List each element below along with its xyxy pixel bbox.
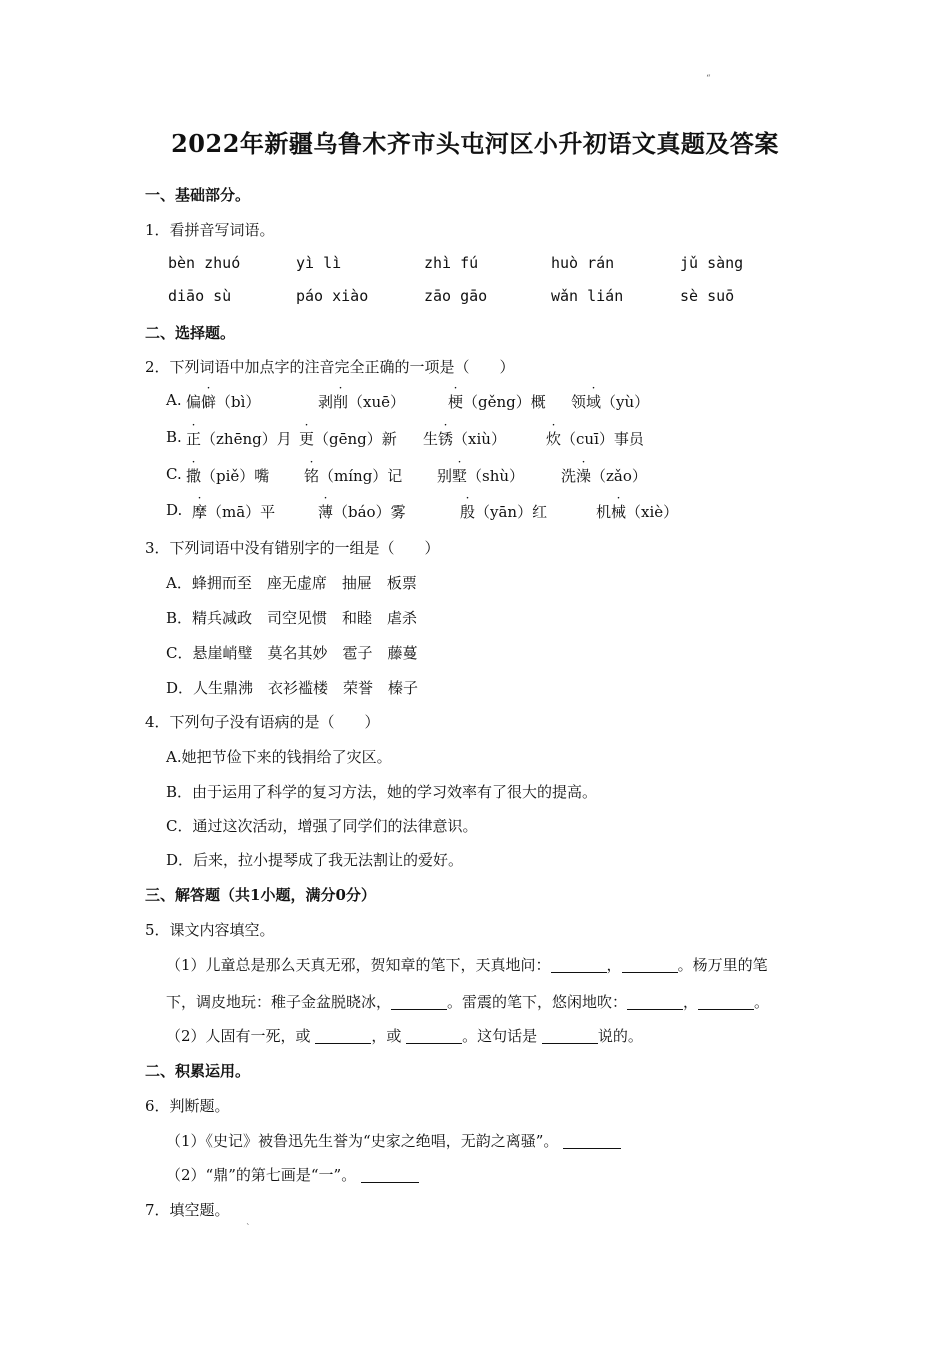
q3-option-c: C．悬崖峭璧 莫名其妙 雹子 藤蔓 [166, 644, 418, 662]
pinyin-item: jǔ sàng [680, 254, 744, 272]
answer-blank[interactable] [551, 957, 607, 973]
q2-option-d-item: 殷（yān）红 [460, 503, 548, 521]
answer-blank[interactable] [627, 994, 683, 1010]
q2-option-c-item: 别墅（shù） [437, 467, 525, 485]
q6-statement-1: （1）《史记》被鲁迅先生誉为“史家之绝唱，无韵之离骚”。 [166, 1130, 621, 1151]
question-6-stem: 6．判断题。 [145, 1097, 230, 1115]
answer-blank[interactable] [361, 1167, 419, 1183]
answer-blank[interactable] [315, 1028, 371, 1044]
answer-blank[interactable] [406, 1028, 462, 1044]
pinyin-item: diāo sù [168, 287, 232, 305]
q6-statement-2: （2）“鼎”的第七画是“一”。 [166, 1164, 419, 1185]
question-3-stem: 3．下列词语中没有错别字的一组是（ ） [145, 539, 440, 557]
q2-option-c-item: 铭（míng）记 [304, 467, 403, 485]
question-2-stem: 2．下列词语中加点字的注音完全正确的一项是（ ） [145, 358, 515, 376]
q2-option-d-item: 摩（mā）平 [192, 503, 276, 521]
q2-option-a-item: 偏僻（bì） [186, 393, 261, 411]
q2-option-a-item: 梗（gěng）概 [448, 393, 546, 411]
q2-option-a-item: 剥削（xuē） [318, 393, 406, 411]
q2-option-d-item: 薄（báo）雾 [318, 503, 406, 521]
bottom-mark: ` [246, 1224, 251, 1234]
q2-option-c-item: 洗澡（zǎo） [561, 467, 647, 485]
pinyin-item: páo xiào [296, 287, 369, 305]
q2-option-d-label: D. [166, 501, 183, 519]
q2-option-b-item: 正（zhēng）月 [186, 430, 292, 448]
q2-option-b-label: B. [166, 428, 182, 446]
q2-option-b-item: 炊（cuī）事员 [546, 430, 644, 448]
q5-part-2: （2）人固有一死，或 ，或 。这句话是 说的。 [166, 1027, 643, 1045]
question-1-stem: 1．看拼音写词语。 [145, 221, 275, 239]
q4-option-c: C．通过这次活动，增强了同学们的法律意识。 [166, 817, 478, 835]
section-heading-basics: 一、基础部分。 [145, 186, 251, 204]
q4-option-a: A.她把节俭下来的钱捐给了灾区。 [166, 748, 392, 766]
q5-part-1-line-1: （1）儿童总是那么天真无邪，贺知章的笔下，天真地问： ， 。杨万里的笔 [166, 956, 768, 974]
pinyin-item: zhì fú [424, 254, 479, 272]
pinyin-item: yì lì [296, 254, 342, 272]
question-4-stem: 4．下列句子没有语病的是（ ） [145, 713, 380, 731]
answer-blank[interactable] [542, 1028, 598, 1044]
question-7-stem: 7．填空题。 [145, 1201, 230, 1219]
q4-option-b: B．由于运用了科学的复习方法，她的学习效率有了很大的提高。 [166, 783, 598, 801]
page-title: 2022年新疆乌鲁木齐市头屯河区小升初语文真题及答案 [171, 129, 779, 158]
q5-part-1-line-2: 下，调皮地玩：稚子金盆脱晓冰， 。雷震的笔下，悠闲地吹： ， 。 [166, 993, 770, 1011]
q3-option-d: D．人生鼎沸 衣衫褴楼 荣誉 榛子 [166, 679, 419, 697]
answer-blank[interactable] [698, 994, 754, 1010]
q3-option-a: A．蜂拥而至 座无虚席 抽屉 板票 [166, 574, 417, 592]
question-5-stem: 5．课文内容填空。 [145, 921, 275, 939]
section-heading-accumulation: 二、积累运用。 [145, 1062, 251, 1080]
q2-option-b-item: 生锈（xiù） [423, 430, 506, 448]
answer-blank[interactable] [622, 957, 678, 973]
q2-option-d-item: 机械（xiè） [596, 503, 679, 521]
pinyin-item: sè suō [680, 287, 735, 305]
q2-option-a-label: A. [166, 391, 182, 409]
q3-option-b: B．精兵减政 司空见惯 和睦 虐杀 [166, 609, 418, 627]
answer-blank[interactable] [563, 1133, 621, 1149]
section-heading-answer: 三、解答题（共1小题，满分0分） [145, 886, 376, 904]
pinyin-item: zāo gāo [424, 287, 488, 305]
q2-option-a-item: 领域（yù） [571, 393, 650, 411]
q2-option-c-item: 撒（piě）嘴 [186, 467, 270, 485]
q2-option-b-item: 更（gēng）新 [299, 430, 397, 448]
pinyin-item: bèn zhuó [168, 254, 241, 272]
q2-option-c-label: C. [166, 465, 182, 483]
pinyin-item: wǎn lián [551, 287, 624, 305]
pinyin-item: huò rán [551, 254, 615, 272]
answer-blank[interactable] [391, 994, 447, 1010]
q4-option-d: D．后来，拉小提琴成了我无法割让的爱好。 [166, 851, 464, 869]
corner-mark: “ [706, 74, 711, 84]
section-heading-choice: 二、选择题。 [145, 324, 236, 342]
